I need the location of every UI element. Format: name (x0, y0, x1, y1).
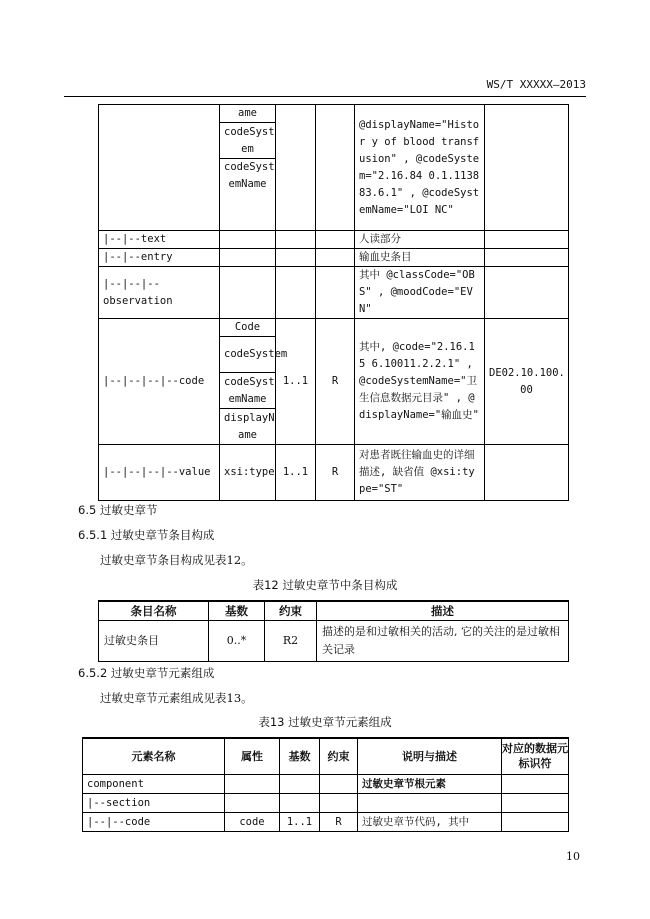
section-heading-6-5-1: 6.5.1 过敏史章节条目构成 (78, 528, 215, 542)
data-element-cell (485, 105, 569, 231)
column-header: 约束 (320, 738, 358, 774)
column-header: 基数 (209, 601, 265, 620)
column-header: 元素名称 (83, 738, 225, 774)
constraint-cell (316, 105, 355, 231)
description-cell: 输血史条目 (355, 249, 485, 267)
section-heading-6-5-2: 6.5.2 过敏史章节元素组成 (78, 666, 215, 680)
cardinality-cell: 1..1 (280, 812, 320, 831)
description-cell: 对患者既往输血史的详细描述, 缺省值 @xsi:type="ST" (355, 445, 485, 501)
table-row (99, 620, 569, 661)
table12 (98, 600, 569, 662)
description-cell: 人读部分 (355, 231, 485, 249)
description-cell: 其中, @code="2.16.15 6.10011.2.2.1" , @codeSystemName="卫生信息数据元目录" , @displayName="输血史" (355, 319, 485, 445)
header-rule (64, 96, 586, 97)
table-row (99, 231, 569, 249)
column-header: 约束 (265, 601, 317, 620)
column-header: 基数 (280, 738, 320, 774)
table-row (99, 267, 569, 319)
element-cell: |--|--|--observation (99, 267, 220, 319)
column-header: 对应的数据元标识符 (502, 738, 569, 774)
table-row (99, 105, 569, 123)
description-cell: 过敏史章节根元素 (358, 774, 502, 793)
description-cell: 其中 @classCode="OBS" , @moodCode="EVN" (355, 267, 485, 319)
attribute-cell: code (225, 812, 280, 831)
constraint-cell: R (316, 445, 355, 501)
element-cell: |--section (83, 793, 225, 812)
attribute-cell: ame (220, 105, 276, 123)
cardinality-cell: 1..1 (276, 445, 316, 501)
description-cell: @displayName="Histor y of blood transfusion" , @codeSystem="2.16.84 0.1.113883.6.1" , @codeSystemName="LOI NC" (355, 105, 485, 231)
attribute-cell: Code (220, 319, 276, 337)
description-cell: 过敏史章节代码, 其中 (358, 812, 502, 831)
element-cell: |--|--|--|--value (99, 445, 220, 501)
table-row (99, 319, 569, 337)
section-heading-6-5: 6.5 过敏史章节 (78, 503, 158, 517)
constraint-cell: R (320, 812, 358, 831)
attribute-cell: codeSyst em (220, 123, 276, 159)
element-cell: |--|--entry (99, 249, 220, 267)
constraint-cell: R2 (265, 620, 317, 661)
attribute-cell: codeSystem (220, 337, 276, 373)
paragraph: 过敏史章节元素组成见表13。 (100, 691, 253, 705)
table-row (83, 812, 569, 831)
column-header: 属性 (225, 738, 280, 774)
table-row (99, 445, 569, 501)
table13 (82, 737, 569, 832)
data-element-cell: DE02.10.100. 00 (485, 319, 569, 445)
column-header: 条目名称 (99, 601, 209, 620)
table-row (99, 249, 569, 267)
description-cell: 描述的是和过敏相关的活动, 它的关注的是过敏相关记录 (317, 620, 569, 661)
constraint-cell: R (316, 319, 355, 445)
element-cell: |--|--|--|--code (99, 319, 220, 445)
element-cell: component (83, 774, 225, 793)
attribute-cell: codeSyst emName (220, 159, 276, 231)
table-row (83, 774, 569, 793)
column-header: 描述 (317, 601, 569, 620)
table-row (83, 793, 569, 812)
element-table-continued (98, 104, 569, 501)
element-cell (99, 105, 220, 231)
cardinality-cell: 0..* (209, 620, 265, 661)
attribute-cell: codeSyst emName (220, 373, 276, 409)
element-cell: |--|--code (83, 812, 225, 831)
attribute-cell: xsi:type (220, 445, 276, 501)
cardinality-cell: 1..1 (276, 319, 316, 445)
element-cell: |--|--text (99, 231, 220, 249)
table13-caption: 表13 过敏史章节元素组成 (258, 715, 392, 729)
paragraph: 过敏史章节条目构成见表12。 (100, 553, 253, 567)
cardinality-cell (276, 105, 316, 231)
attribute-cell: displayN ame (220, 409, 276, 445)
table12-caption: 表12 过敏史章节中条目构成 (252, 578, 398, 592)
entry-name-cell: 过敏史条目 (99, 620, 209, 661)
document-code: WS/T XXXXX—2013 (486, 78, 586, 91)
page-number: 10 (566, 850, 580, 863)
column-header: 说明与描述 (358, 738, 502, 774)
